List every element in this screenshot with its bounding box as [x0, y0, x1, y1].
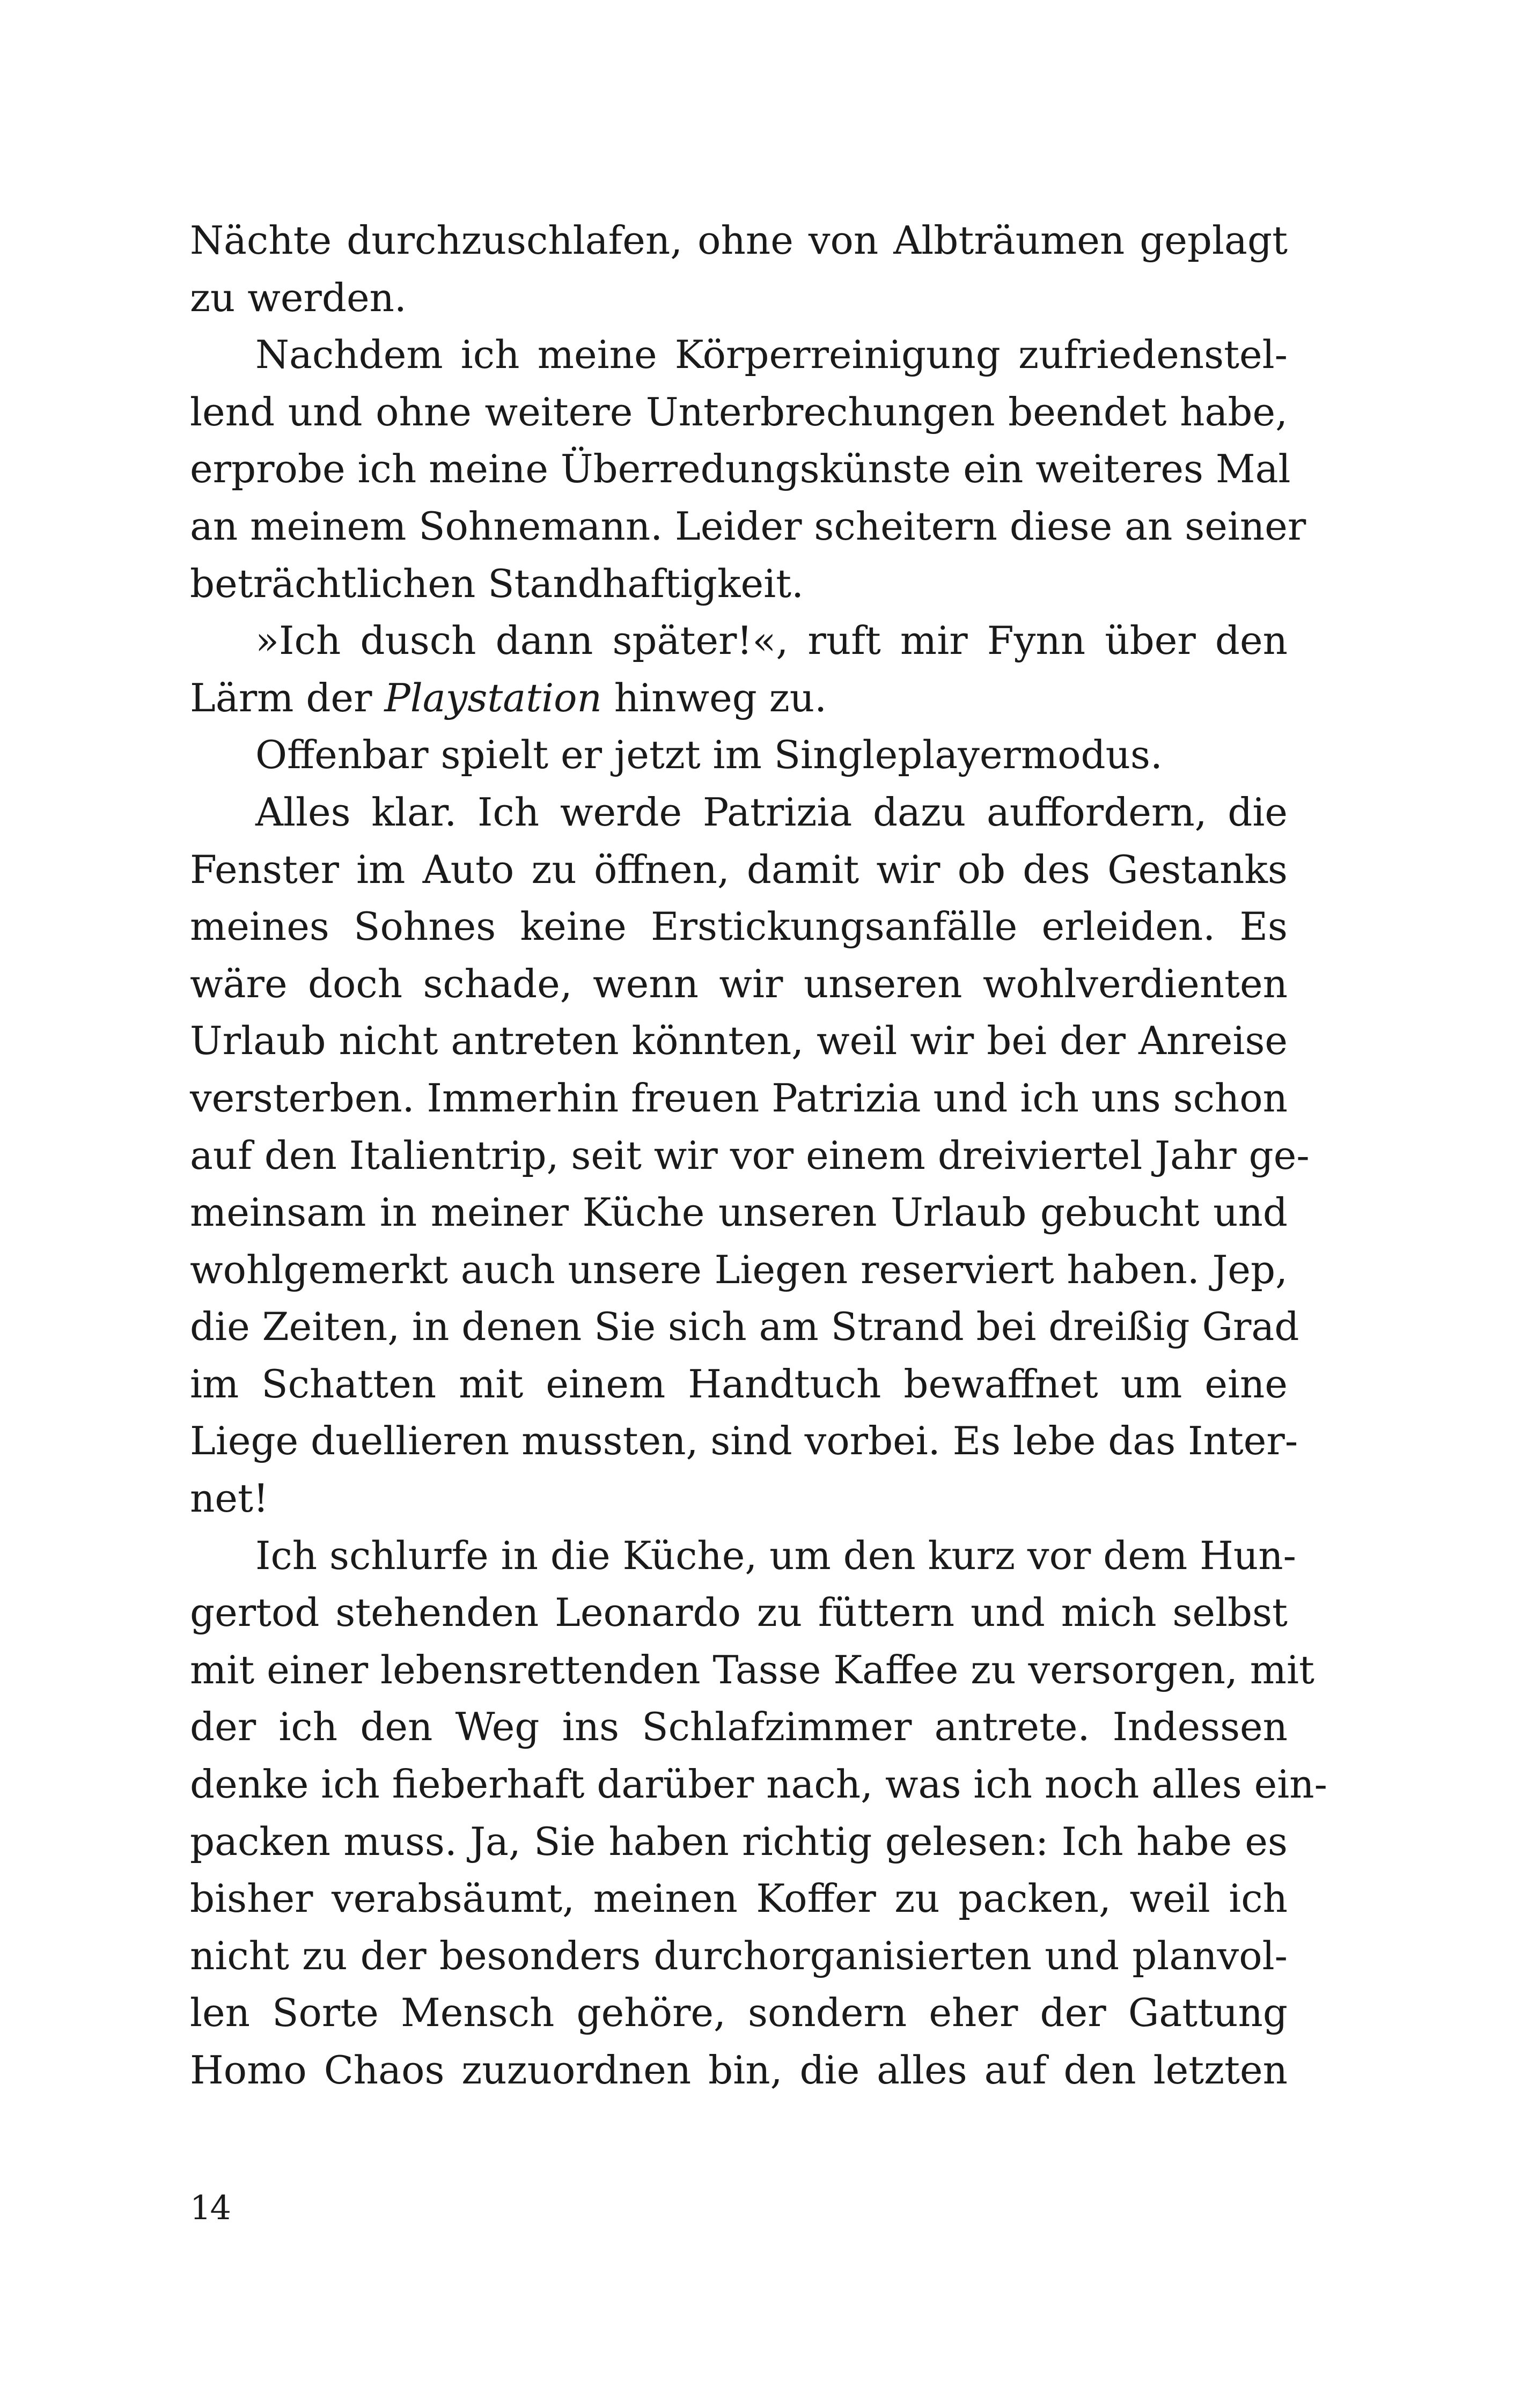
text-line: mit einer lebensrettenden Tasse Kaffee zu versorgen, mit — [190, 1647, 1314, 1692]
text-line: »Ich dusch dann später!«, ruft mir Fynn über den — [255, 618, 1288, 664]
text-line: Homo Chaos zuzuordnen bin, die alles auf den letzten — [190, 2048, 1288, 2093]
text-line: Ich schlurfe in die Küche, um den kurz vor dem Hun- — [255, 1533, 1296, 1578]
text-line: zu werden. — [190, 275, 407, 320]
text-line: lend und ohne weitere Unterbrechungen beendet habe, — [190, 389, 1288, 435]
text-line-mixed — [190, 669, 1288, 727]
text-line: beträchtlichen Standhaftigkeit. — [190, 561, 804, 606]
page-number: 14 — [190, 2188, 230, 2227]
text-line: Alles klar. Ich werde Patrizia dazu auffordern, die — [255, 789, 1288, 835]
text-line: meinsam in meiner Küche unseren Urlaub gebucht und — [190, 1190, 1288, 1235]
text-line: Nächte durchzuschlafen, ohne von Albträumen geplagt — [190, 218, 1288, 263]
text-line: erprobe ich meine Überredungskünste ein weiteres Mal — [190, 446, 1291, 492]
text-line: denke ich fieberhaft darüber nach, was ich noch alles ein- — [190, 1762, 1327, 1807]
text-line: im Schatten mit einem Handtuch bewaffnet um eine — [190, 1361, 1288, 1406]
text-line: Urlaub nicht antreten könnten, weil wir bei der Anreise — [190, 1018, 1288, 1064]
text-line: Fenster im Auto zu öffnen, damit wir ob des Gestanks — [190, 846, 1288, 892]
text-line: wohlgemerkt auch unsere Liegen reserviert haben. Jep, — [190, 1247, 1288, 1292]
text-run: hinweg zu. — [601, 675, 827, 720]
text-line: an meinem Sohnemann. Leider scheitern diese an seiner — [190, 503, 1306, 549]
italic-title: Playstation — [384, 675, 602, 720]
text-line: Liege duellieren mussten, sind vorbei. Es lebe das Inter- — [190, 1418, 1298, 1464]
text-line: versterben. Immerhin freuen Patrizia und ich uns schon — [190, 1075, 1288, 1121]
text-line: len Sorte Mensch gehöre, sondern eher der Gattung — [190, 1990, 1288, 2036]
text-line: Offenbar spielt er jetzt im Singleplayermodus. — [255, 732, 1163, 778]
text-line: wäre doch schade, wenn wir unseren wohlverdienten — [190, 961, 1288, 1006]
book-page-text — [190, 212, 1327, 2099]
text-line: der ich den Weg ins Schlafzimmer antrete. Indessen — [190, 1704, 1288, 1750]
text-line: nicht zu der besonders durchorganisierten und planvol- — [190, 1933, 1288, 1978]
text-run: Lärm der — [190, 675, 385, 720]
text-line: packen muss. Ja, Sie haben richtig gelesen: Ich habe es — [190, 1818, 1288, 1864]
text-line: Nachdem ich meine Körperreinigung zufriedenstel- — [255, 332, 1288, 378]
text-line: auf den Italientrip, seit wir vor einem dreiviertel Jahr ge- — [190, 1132, 1310, 1178]
text-line: gertod stehenden Leonardo zu füttern und mich selbst — [190, 1590, 1288, 1636]
text-line: meines Sohnes keine Erstickungsanfälle erleiden. Es — [190, 904, 1288, 949]
text-line: bisher verabsäumt, meinen Koffer zu packen, weil ich — [190, 1876, 1288, 1921]
text-line: die Zeiten, in denen Sie sich am Strand bei dreißig Grad — [190, 1304, 1299, 1350]
text-line: net! — [190, 1476, 269, 1521]
